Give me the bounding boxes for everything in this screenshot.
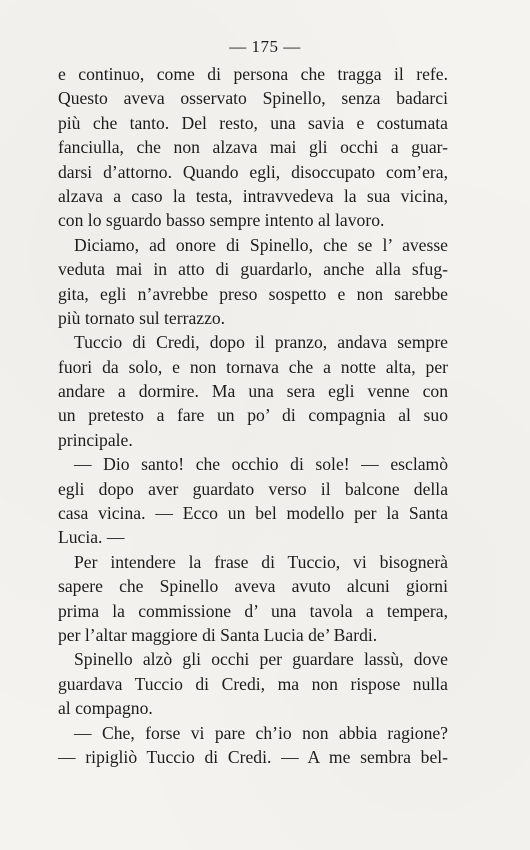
text-line: Diciamo, ad onore di Spinello, che se l’ avesse: [74, 234, 448, 255]
text-line: veduta mai in atto di guardarlo, anche alla sfug-: [58, 259, 448, 280]
text-line: Spinello alzò gli occhi per guardare lassù, dove: [74, 649, 448, 670]
text-line: darsi d’attorno. Quando egli, disoccupato com’era,: [58, 161, 448, 182]
text-line: prima la commissione d’ una tavola a tempera,: [58, 600, 448, 621]
text-line: più tornato sul terrazzo.: [58, 307, 226, 328]
text-line: principale.: [58, 429, 133, 450]
text-line: Per intendere la frase di Tuccio, vi bisognerà: [74, 551, 448, 572]
text-line: casa vicina. — Ecco un bel modello per la Santa: [58, 503, 448, 524]
text-line: e continuo, come di persona che tragga il refe.: [58, 64, 448, 84]
text-line: al compagno.: [58, 698, 153, 719]
text-line: — Dio santo! che occhio di sole! — esclamò: [74, 454, 448, 475]
text-line: sapere che Spinello aveva avuto alcuni giorni: [58, 576, 448, 597]
text-line: — Che, forse vi pare ch’io non abbia ragione?: [74, 722, 448, 743]
text-line: guardava Tuccio di Credi, ma non rispose nulla: [58, 673, 448, 694]
text-line: fanciulla, che non alzava mai gli occhi a guar-: [58, 137, 448, 158]
text-line: Lucia. —: [58, 527, 125, 548]
text-line: Tuccio di Credi, dopo il pranzo, andava sempre: [74, 332, 448, 353]
text-line: gita, egli n’avrebbe preso sospetto e non sarebbe: [58, 283, 448, 304]
text-line: un pretesto a fare un po’ di compagnia al suo: [58, 405, 448, 426]
text-line: con lo sguardo basso sempre intento al lavoro.: [58, 210, 385, 231]
text-line: egli dopo aver guardato verso il balcone della: [58, 478, 448, 499]
text-line: Questo aveva osservato Spinello, senza badarci: [58, 88, 448, 109]
text-line: andare a dormire. Ma una sera egli venne con: [58, 381, 448, 402]
text-line: — ripigliò Tuccio di Credi. — A me sembra bel-: [58, 746, 448, 767]
body-text: [58, 62, 448, 769]
text-line: più che tanto. Del resto, una savia e costumata: [58, 112, 448, 133]
page-number: — 175 —: [229, 37, 301, 56]
text-line: alzava a caso la testa, intravvedeva la sua vicina,: [58, 185, 448, 206]
text-line: per l’altar maggiore di Santa Lucia de’ Bardi.: [58, 624, 378, 645]
text-line: fuori da solo, e non tornava che a notte alta, per: [58, 356, 448, 377]
